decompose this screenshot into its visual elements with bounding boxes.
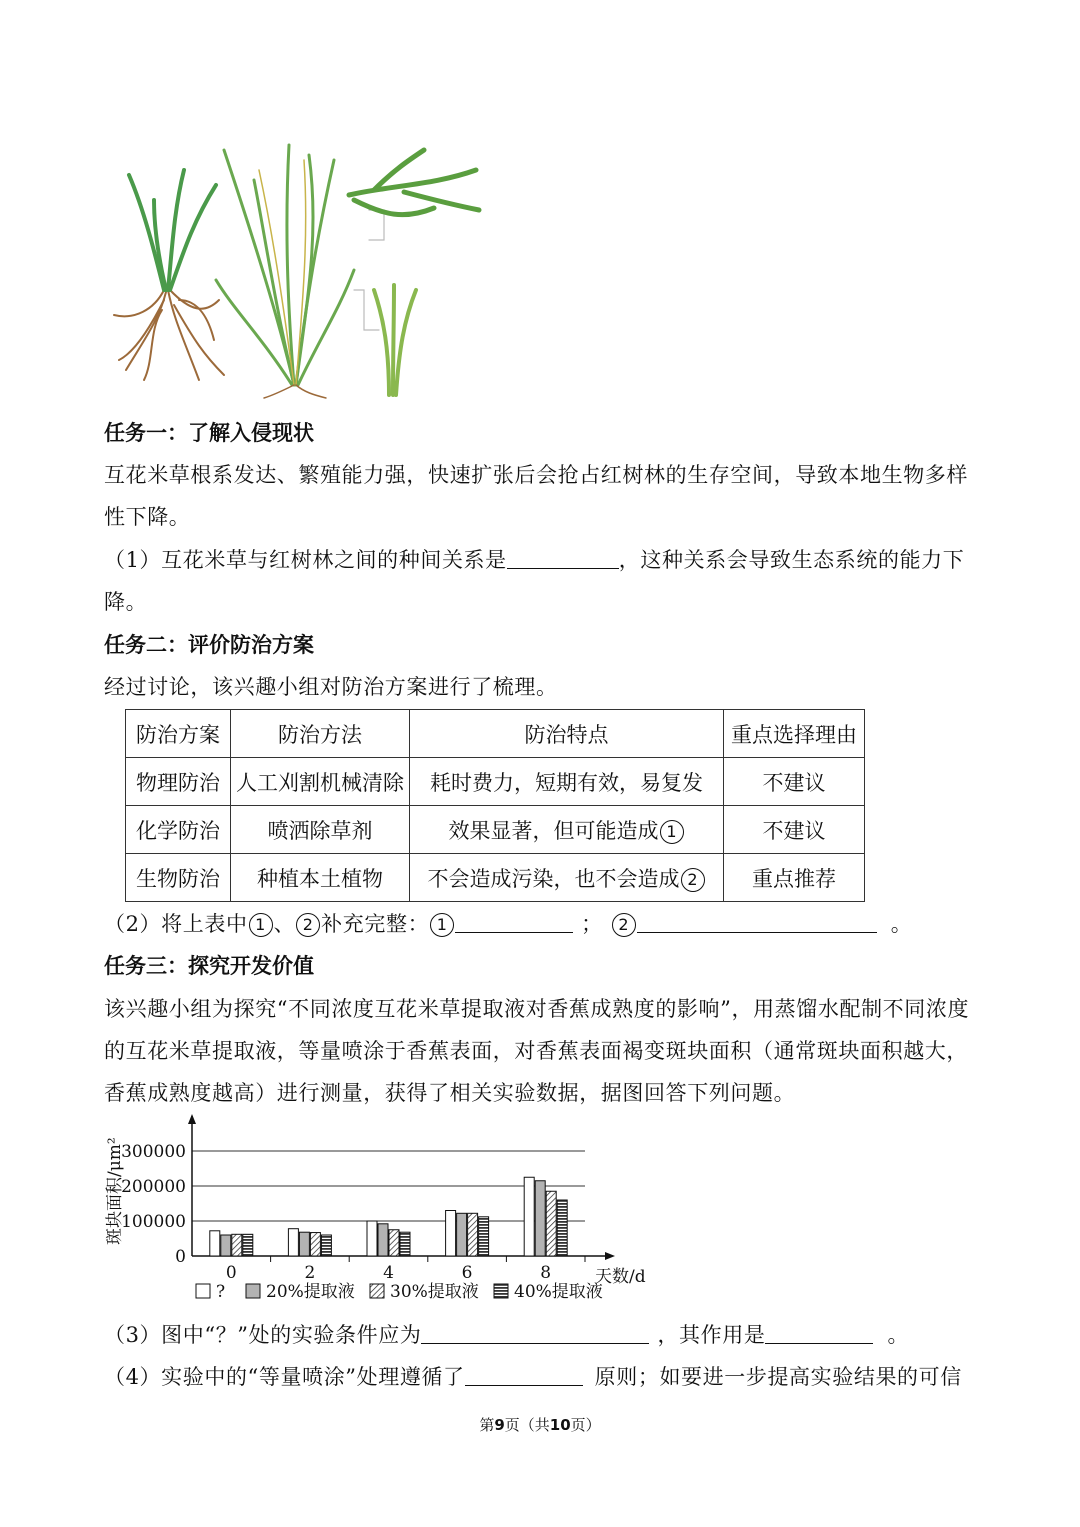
question-2	[104, 903, 980, 945]
table-header: 重点选择理由	[724, 710, 865, 758]
q1-suffix: ，这种关系会导致生态系统的能力下降。	[104, 548, 965, 614]
bar	[535, 1181, 545, 1256]
table-cell-text: 不会造成污染，也不会造成	[427, 866, 680, 891]
table-row	[126, 758, 865, 806]
bar-chart	[100, 1110, 660, 1320]
q3-prefix: （3）图中“？”处的实验条件应为	[104, 1323, 422, 1347]
bar	[221, 1235, 231, 1256]
table-cell: 不建议	[724, 758, 865, 806]
plant-illustration	[104, 140, 484, 400]
table-cell: 化学防治	[126, 806, 231, 854]
table-cell: 物理防治	[126, 758, 231, 806]
table-header: 防治特点	[410, 710, 724, 758]
answer-blank-q2-1[interactable]	[455, 908, 573, 933]
legend-swatch	[494, 1284, 508, 1298]
circled-number-2: 2	[612, 913, 636, 937]
table-cell: 人工刈割机械清除	[231, 758, 410, 806]
circled-number-2: 2	[296, 913, 320, 937]
x-axis-label: 天数/d	[595, 1267, 646, 1287]
bar	[288, 1229, 298, 1256]
legend-swatch	[196, 1284, 210, 1298]
table-cell	[410, 806, 724, 854]
task3-intro: 该兴趣小组为探究“不同浓度互花米草提取液对香蕉成熟度的影响”，用蒸馏水配制不同浓度的互花米草提取液，等量喷涂于香蕉表面，对香蕉表面褐变斑块面积（通常斑块面积越大，香蕉成熟度越高）进行测量，获得了相关实验数据，据图回答下列问题。	[104, 997, 970, 1105]
bar	[389, 1230, 399, 1256]
bar	[524, 1177, 534, 1256]
q4-suffix: 原则；如要进一步提高实验结果的可信	[594, 1365, 962, 1389]
footer-pre: 第	[479, 1416, 495, 1434]
q2-mid: 补充完整：	[321, 912, 430, 936]
task2-intro: 经过讨论，该兴趣小组对防治方案进行了梳理。	[104, 675, 558, 699]
y-axis-label: 斑块面积/μm²	[105, 1137, 125, 1245]
y-tick-label: 100000	[121, 1212, 186, 1232]
footer-page-number: 9	[494, 1416, 505, 1434]
answer-blank-q3-1[interactable]	[421, 1319, 649, 1344]
question-1	[104, 539, 980, 623]
legend-swatch	[246, 1284, 260, 1298]
bar	[232, 1234, 242, 1256]
x-tick-label: 0	[225, 1263, 237, 1283]
task3-heading: 任务三：探究开发价值	[104, 953, 314, 978]
bar	[321, 1235, 331, 1256]
x-tick-label: 4	[383, 1263, 394, 1283]
x-tick-label: 2	[304, 1263, 316, 1283]
footer-total-pages: 10	[549, 1416, 571, 1434]
footer-post: 页）	[570, 1416, 601, 1434]
answer-blank-q3-2[interactable]	[765, 1319, 873, 1344]
table-cell: 不建议	[724, 806, 865, 854]
legend-label: ?	[216, 1282, 226, 1302]
bar	[299, 1232, 309, 1256]
bar	[546, 1191, 556, 1256]
bar	[457, 1213, 467, 1256]
table-cell	[410, 854, 724, 902]
task2-heading: 任务二：评价防治方案	[104, 632, 314, 657]
legend-label: 40%提取液	[514, 1282, 603, 1302]
legend-label: 30%提取液	[390, 1282, 479, 1302]
table-cell: 种植本土植物	[231, 854, 410, 902]
legend-label: 20%提取液	[266, 1282, 355, 1302]
bar	[479, 1217, 489, 1256]
control-plan-table	[125, 709, 865, 902]
table-row	[126, 854, 865, 902]
table-cell-text: 效果显著，但可能造成	[448, 818, 659, 843]
task1-heading: 任务一：了解入侵现状	[104, 420, 314, 445]
legend-swatch	[370, 1284, 384, 1298]
question-4	[104, 1356, 980, 1398]
y-tick-label: 200000	[121, 1177, 186, 1197]
table-cell: 生物防治	[126, 854, 231, 902]
y-tick-label: 300000	[121, 1142, 186, 1162]
table-cell: 重点推荐	[724, 854, 865, 902]
q3-mid: ，其作用是	[657, 1323, 766, 1347]
question-3	[104, 1314, 980, 1356]
table-cell: 耗时费力，短期有效，易复发	[410, 758, 724, 806]
bar	[378, 1224, 388, 1256]
page-footer	[0, 1414, 1080, 1435]
circled-number-2: 2	[681, 868, 705, 892]
table-header: 防治方案	[126, 710, 231, 758]
q2-sep: 、	[273, 912, 296, 936]
x-tick-label: 8	[540, 1263, 552, 1283]
q2-end: 。	[890, 912, 913, 936]
table-header: 防治方法	[231, 710, 410, 758]
q2-semicolon: ；	[581, 912, 603, 936]
q4-prefix: （4）实验中的“等量喷涂”处理遵循了	[104, 1365, 465, 1389]
bar	[310, 1233, 320, 1256]
bar	[446, 1211, 456, 1257]
circled-number-1: 1	[249, 913, 273, 937]
circled-number-1: 1	[430, 913, 454, 937]
bar	[210, 1231, 220, 1256]
x-axis-arrow	[605, 1252, 615, 1260]
circled-number-1: 1	[660, 820, 684, 844]
footer-mid: 页（共	[504, 1416, 550, 1434]
chart-legend	[196, 1282, 603, 1302]
table-header-row	[126, 710, 865, 758]
q3-end: 。	[887, 1323, 910, 1347]
answer-blank-q4[interactable]	[465, 1361, 583, 1386]
y-tick-label: 0	[175, 1247, 186, 1267]
answer-blank-q2-2[interactable]	[637, 908, 877, 933]
bar	[557, 1200, 567, 1256]
q1-prefix: （1）互花米草与红树林之间的种间关系是	[104, 548, 507, 572]
bar	[468, 1213, 478, 1256]
answer-blank-q1[interactable]	[507, 544, 619, 569]
y-axis-arrow	[188, 1114, 196, 1124]
q2-prefix: （2）将上表中	[104, 912, 248, 936]
bar	[400, 1232, 410, 1256]
bar	[367, 1221, 377, 1256]
table-row	[126, 806, 865, 854]
task1-intro: 互花米草根系发达、繁殖能力强，快速扩张后会抢占红树林的生存空间，导致本地生物多样性下降。	[104, 463, 968, 529]
table-cell: 喷洒除草剂	[231, 806, 410, 854]
x-tick-label: 6	[461, 1263, 473, 1283]
bar	[243, 1234, 253, 1256]
